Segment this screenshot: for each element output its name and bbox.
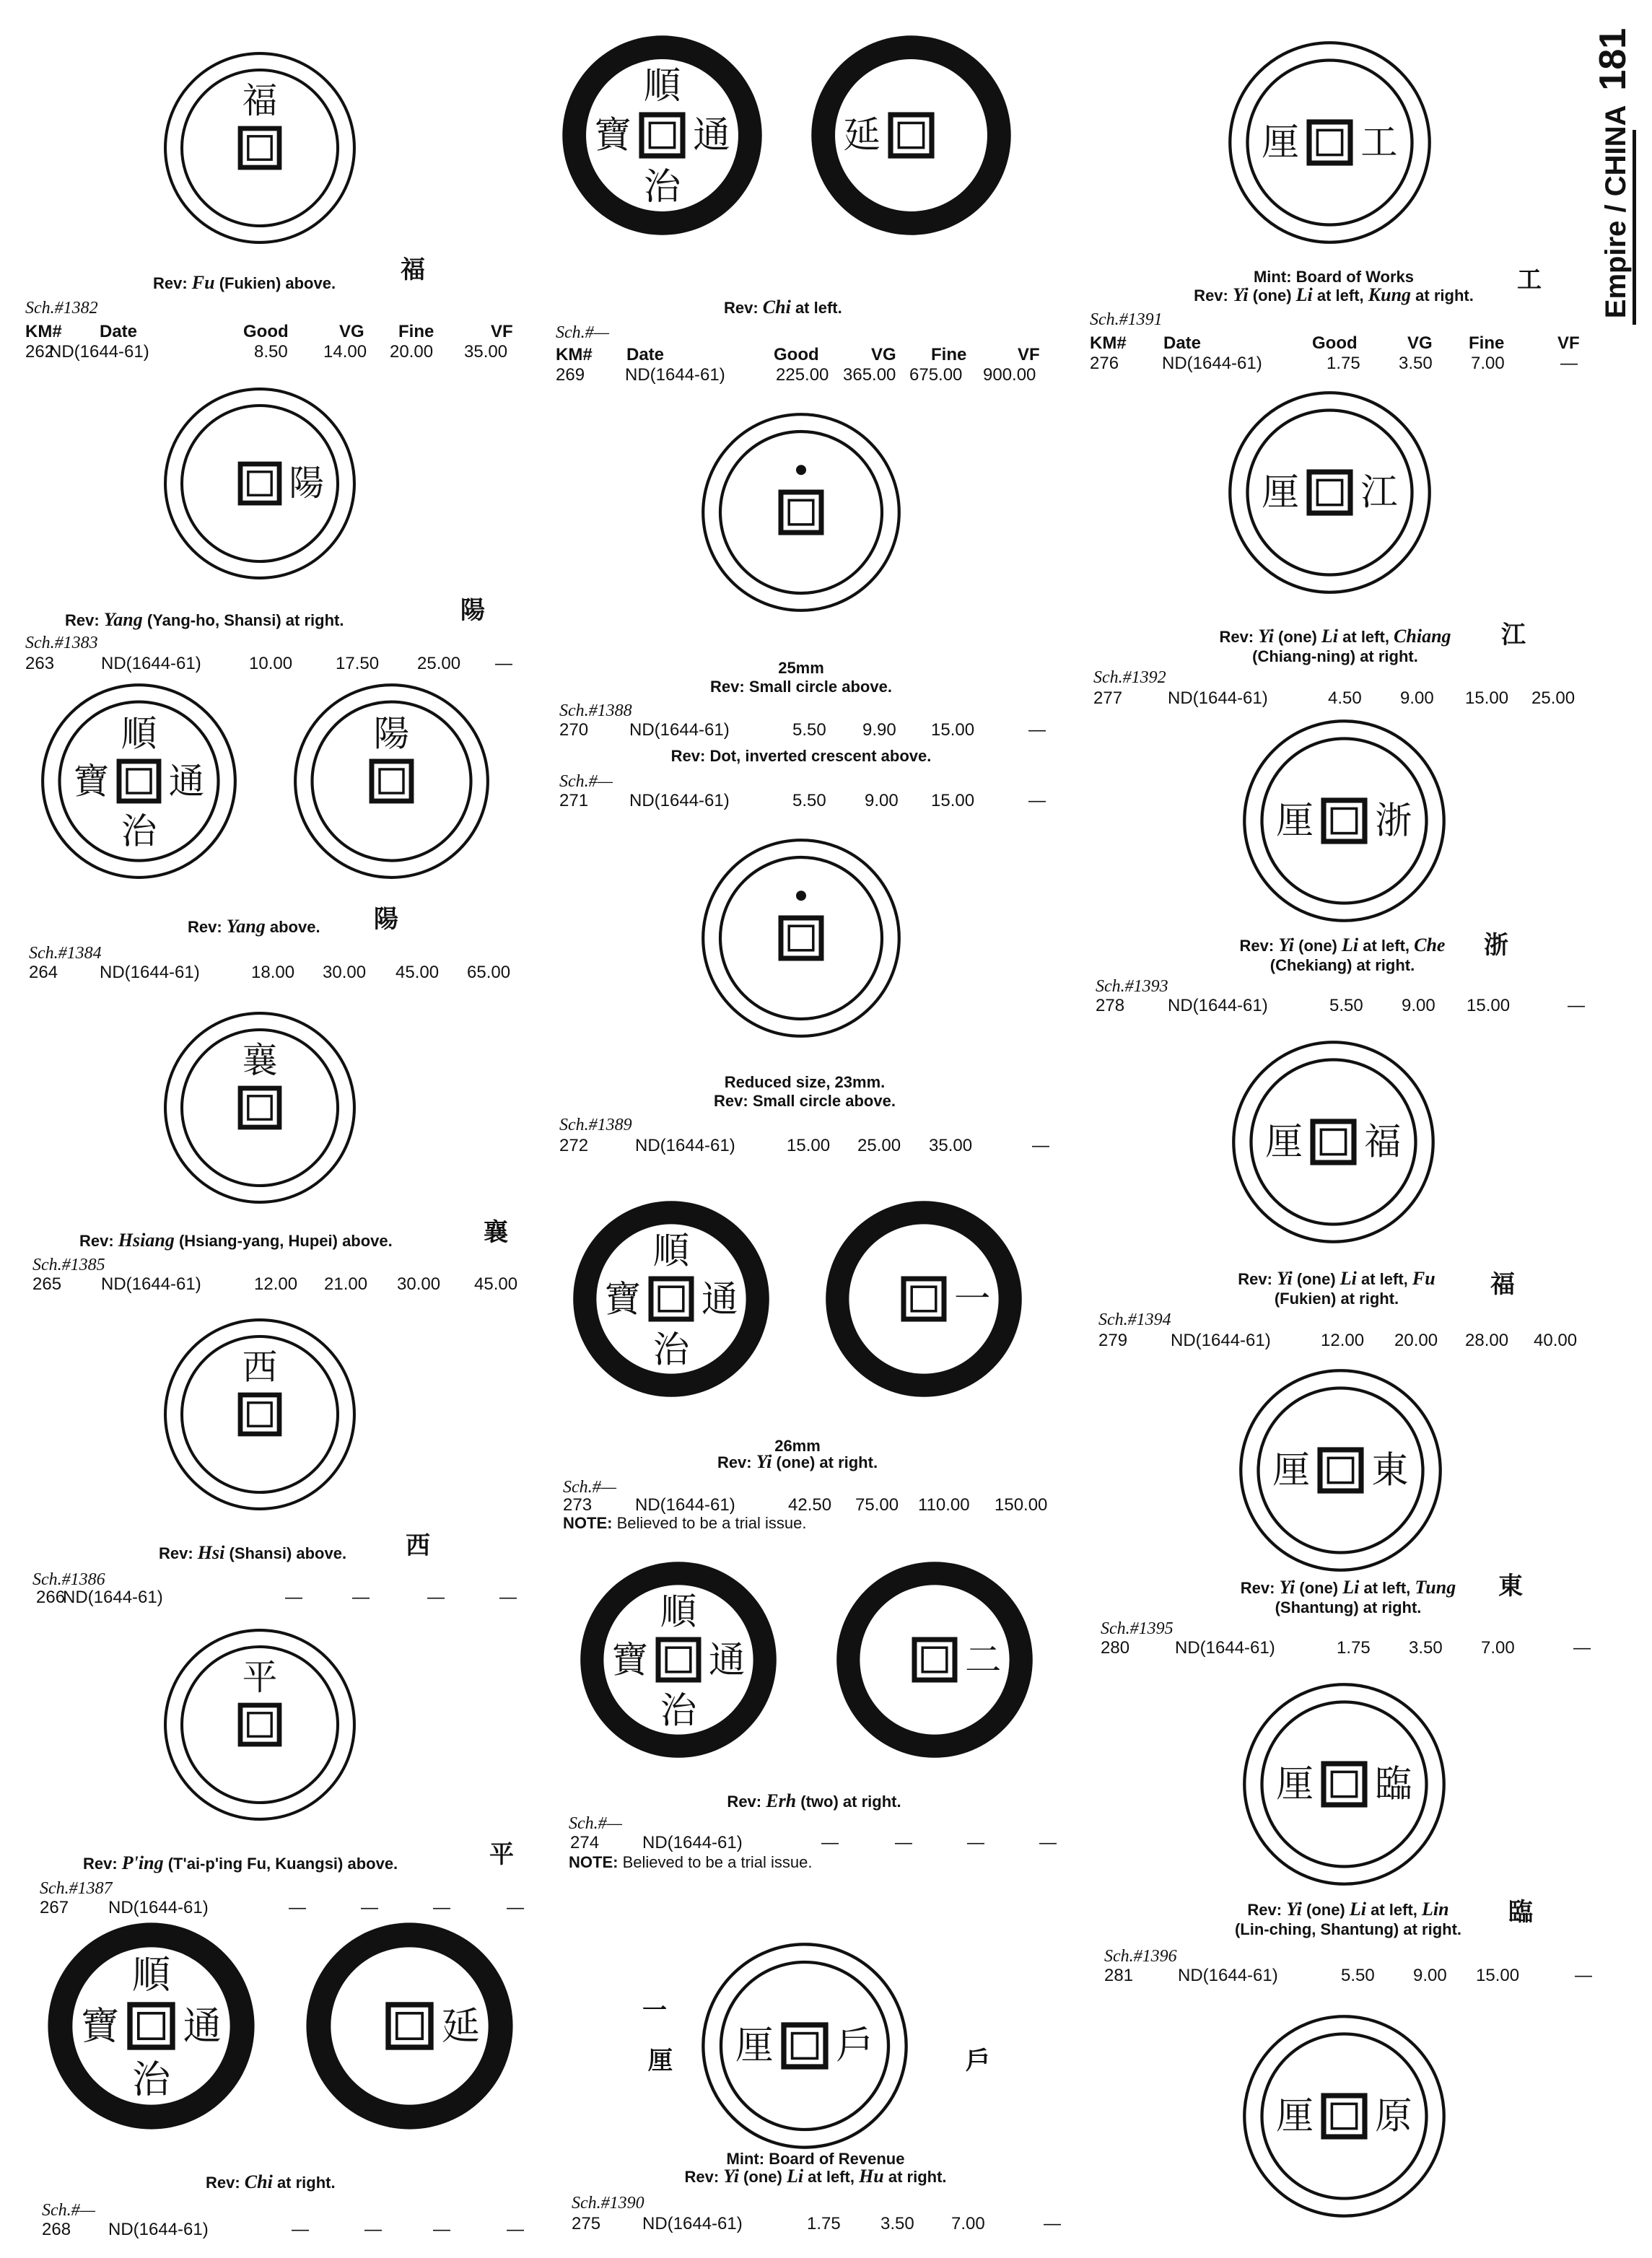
- header-text: [1591, 28, 1635, 318]
- sch-279: Sch.#1394: [1098, 1310, 1171, 1329]
- coin-281-reverse: [1241, 1681, 1447, 1887]
- sch-264: Sch.#1384: [29, 944, 102, 963]
- coin-character-right: 通: [701, 1277, 738, 1321]
- caption-mark-278: 浙: [1484, 931, 1508, 960]
- coin-drawing: [1238, 1368, 1443, 1573]
- caption-269: Rev: Chi at left.: [724, 297, 842, 318]
- coin-dot-mark: [796, 890, 806, 901]
- coin-character-top: 順: [643, 64, 681, 108]
- caption-267: Rev: P'ing (T'ai-p'ing Fu, Kuangsi) above.: [83, 1852, 398, 1873]
- coin-278-reverse: [1241, 718, 1447, 924]
- coin-character-right: 通: [708, 1638, 746, 1681]
- caption-276: Rev: Yi (one) Li at left, Kung at right.: [1194, 284, 1474, 305]
- coin-character-top: 順: [652, 1229, 690, 1272]
- caption-278: Rev: Yi (one) Li at left, Che (Chekiang) at right.: [1239, 935, 1446, 974]
- sch-270: Sch.#1388: [559, 701, 632, 720]
- coin-character-right: 通: [183, 2003, 222, 2049]
- coin-dot-mark: [796, 465, 806, 475]
- coin-character-left: 厘: [1262, 121, 1299, 165]
- coin-262-reverse: [162, 51, 357, 245]
- coin-drawing: [834, 1559, 1036, 1761]
- coin-character-right: 戶: [836, 2024, 874, 2067]
- sch-272: Sch.#1389: [559, 1116, 632, 1134]
- caption-273-size: 26mm: [774, 1437, 821, 1455]
- sch-269: Sch.#—: [556, 323, 609, 342]
- coin-character-right: 延: [441, 2003, 480, 2049]
- sch-263: Sch.#1383: [25, 634, 98, 652]
- caption-268: Rev: Chi at right.: [206, 2171, 336, 2192]
- coin-drawing: [1241, 718, 1447, 924]
- coin-270-reverse: [700, 411, 902, 613]
- sch-274: Sch.#—: [569, 1814, 622, 1833]
- coin-drawing: [808, 32, 1014, 238]
- page-number: 181: [1592, 27, 1634, 91]
- caption-mark-263: 陽: [460, 596, 485, 625]
- coin-character-bottom: 治: [131, 2057, 171, 2102]
- caption-274: Rev: Erh (two) at right.: [727, 1790, 901, 1811]
- caption-mark-276: 工: [1517, 266, 1542, 294]
- coin-character-right: 福: [1364, 1120, 1402, 1164]
- coin-character-left: 厘: [1276, 1762, 1314, 1806]
- coin-character-right: 江: [1360, 471, 1398, 515]
- coin-drawing: [700, 1941, 909, 2150]
- coin-drawing: [45, 1920, 258, 2132]
- page-header: [1581, 22, 1646, 325]
- catalog-page: Empire / CHINA181 福 陽 順 通 治 寶 陽 襄 西 平 順 通 治 寶 延 順 通 治 寶 延 順 通 治 寶 一 順 通 治 寶 二 厘 戶 厘 工 厘 江 厘 浙 厘 福 厘 東 厘 臨 厘 原 Rev: Fu (Fukien) above. 福 Sch.#1382 KM# Date Good VG Fine VF 262 ND(1644-61) 8.50 14.00 20.00 35.00 Rev: Yang (Yang-ho, Shansi) at right. 陽 Sch.#1383 263 ND(1644-61) 10.00 17.50 25.00 — Rev: Yang above. 陽 Sch.#1384 264 ND(1644-61) 18.00 30.00 45.00 65.00 Rev: Hsiang (Hsiang-yang, Hupei) above. 襄 Sch.#1385 265 ND(1644-61) 12.00 21.00 30.00 45.00 Rev: Hsi (Shansi) above. 西 Sch.#1386 266 ND(1644-61) — — — — Rev: P'ing (T'ai-p'ing Fu, Kuangsi) above. 平 Sch.#1387 267 ND(1644-61) — — — — Rev: Chi at right. Sch.#— 268 ND(1644-61) — — — — Rev: Chi at left. Sch.#— KM# Date Good VG Fine VF 269 ND(1644-61) 225.00 365.00 675.00 900.00 25mm Rev: Small circle above. Sch.#1388 270 ND(1644-61) 5.50 9.90 15.00 — Rev: Dot, inverted crescent above. Sch.#— 271 ND(1644-61) 5.50 9.00 15.00 — Reduced size, 23mm. Rev: Small circle above. Sch.#1389 272 ND(1644-61) 15.00 25.00 35.00 — 26mm Rev: Yi (one) at right. Sch.#— 273 ND(1644-61) 42.50 75.00 110.00 150.00 NOTE: Believed to be a trial issue. Rev: Erh (two) at right. Sch.#— 274 ND(1644-61) — — — — NOTE: Believed to be a trial issue. 一 厘 戶 Mint: Board of Revenue Rev: Yi (one) Li at left, Hu at right. Sch.#1390 275 ND(1644-61) 1.75 3.50 7.00 — Mint: Board of Works Rev: Yi (one) Li at left, Kung at right. 工 Sch.#1391 KM# Date Good VG Fine VF 276 ND(1644-61) 1.75 3.50 7.00 — Rev: Yi (one) Li at left, Chiang (Chiang-ning) at right. 江 Sch.#1392 277 ND(1644-61) 4.50 9.00 15.00 25.00 Rev: Yi (one) Li at left, Che (Chekiang) at right. 浙 Sch.#1393 278 ND(1644-61) 5.50 9.00 15.00 — Rev: Yi (one) Li at left, Fu (Fukien) at right. 福 Sch.#1394 279 ND(1644-61) 12.00 20.00 28.00 40.00 Rev: Yi (one) Li at left, Tung (Shantung) at right. 東 Sch.#1395 280 ND(1644-61) 1.75 3.50 7.00 — Rev: Yi (one) Li at left, Lin (Lin-ching, Shantung) at right. 臨 Sch.#1396 281 ND(1644-61) 5.50 9.00 15.00 —: [0, 0, 1652, 2258]
- coin-280-reverse: [1238, 1368, 1443, 1573]
- caption-275-mint: Mint: Board of Revenue: [726, 2150, 905, 2168]
- coin-character-left: 厘: [1262, 471, 1299, 515]
- coin-character-top: 襄: [242, 1041, 278, 1082]
- sch-266: Sch.#1386: [32, 1570, 105, 1589]
- coin-275-reverse: [700, 1941, 909, 2150]
- caption-mark-262: 福: [401, 255, 425, 284]
- coin-character-right: 原: [1375, 2094, 1412, 2138]
- caption-mark-277: 江: [1501, 621, 1526, 649]
- coin-264-reverse: [292, 682, 491, 880]
- coin-drawing: [700, 837, 902, 1039]
- coin-character-right: 工: [1360, 121, 1398, 165]
- caption-276-mint: Mint: Board of Works: [1253, 268, 1415, 286]
- note-273: NOTE: Believed to be a trial issue.: [563, 1514, 807, 1532]
- coin-drawing: [823, 1198, 1025, 1400]
- coin-character-left: 寶: [604, 1277, 642, 1321]
- caption-275: Rev: Yi (one) Li at left, Hu at right.: [684, 2166, 947, 2187]
- coin-277-reverse: [1227, 390, 1433, 595]
- note-274: NOTE: Believed to be a trial issue.: [569, 1853, 813, 1871]
- coin-character-left: 寶: [611, 1638, 649, 1681]
- caption-263: Rev: Yang (Yang-ho, Shansi) at right.: [65, 609, 344, 630]
- coin-263-reverse: [162, 386, 357, 581]
- caption-mark-266: 西: [406, 1531, 430, 1560]
- caption-277: Rev: Yi (one) Li at left, Chiang (Chiang-ning) at right.: [1219, 626, 1451, 665]
- caption-270: Rev: Small circle above.: [710, 678, 892, 696]
- caption-271: Rev: Dot, inverted crescent above.: [670, 747, 932, 765]
- coin-character-left: 寶: [73, 760, 110, 802]
- coin-character-bottom: 治: [652, 1328, 690, 1371]
- coin-character-right: 臨: [1375, 1762, 1412, 1806]
- coin-266-reverse: [162, 1317, 357, 1512]
- coin-character-right: 通: [168, 760, 205, 802]
- coin-279-reverse: [1231, 1039, 1436, 1245]
- coin-character-right: 浙: [1375, 799, 1412, 843]
- caption-mark-267: 平: [489, 1840, 514, 1869]
- coin-274-obverse: [577, 1559, 779, 1761]
- caption-mark-281: 臨: [1508, 1898, 1533, 1927]
- sch-281: Sch.#1396: [1104, 1947, 1177, 1966]
- coin-drawing: [162, 51, 357, 245]
- coin-character-left: 厘: [1265, 1120, 1303, 1164]
- coin-character-bottom: 治: [643, 165, 681, 209]
- coin-character-left: 厘: [1276, 799, 1314, 843]
- coin-268-obverse: [45, 1920, 258, 2132]
- coin-267-reverse: [162, 1627, 357, 1822]
- sch-271: Sch.#—: [559, 772, 613, 791]
- coin-drawing: [1231, 1039, 1436, 1245]
- caption-mark-265: 襄: [484, 1218, 508, 1247]
- coin-character-top: 西: [242, 1347, 278, 1388]
- coin-character-left: 厘: [735, 2024, 774, 2067]
- coin-character-top: 陽: [373, 712, 410, 755]
- coin-character-right: 東: [1371, 1448, 1409, 1492]
- coin-character-left: 厘: [1276, 2094, 1314, 2138]
- sch-280: Sch.#1395: [1101, 1619, 1174, 1638]
- caption-270-size: 25mm: [778, 659, 824, 677]
- caption-280: Rev: Yi (one) Li at left, Tung (Shantung) at right.: [1240, 1577, 1456, 1616]
- caption-265: Rev: Hsiang (Hsiang-yang, Hupei) above.: [79, 1230, 393, 1251]
- caption-mark-264: 陽: [374, 905, 398, 934]
- coin-drawing: [559, 32, 765, 238]
- coin-character-bottom: 治: [121, 810, 157, 852]
- coin-272-reverse: [700, 837, 902, 1039]
- coin-drawing: [577, 1559, 779, 1761]
- sch-275: Sch.#1390: [572, 2194, 644, 2213]
- coin-drawing: [292, 682, 491, 880]
- sch-273: Sch.#—: [563, 1478, 616, 1497]
- caption-279: Rev: Yi (one) Li at left, Fu (Fukien) at right.: [1238, 1268, 1435, 1308]
- caption-281: Rev: Yi (one) Li at left, Lin (Lin-ching, Shantung) at right.: [1234, 1899, 1462, 1938]
- coin-drawing: [162, 1010, 357, 1205]
- sch-265: Sch.#1385: [32, 1256, 105, 1274]
- coin-character-left: 延: [843, 113, 880, 157]
- sch-262: Sch.#1382: [25, 299, 98, 318]
- coin-282-reverse: [1241, 2013, 1447, 2219]
- caption-mark-280: 東: [1498, 1572, 1523, 1601]
- coin-character-top: 順: [131, 1952, 171, 1997]
- coin-drawing: [162, 386, 357, 581]
- caption-mark-275-right: 戶: [966, 2047, 990, 2075]
- coin-265-reverse: [162, 1010, 357, 1205]
- sch-268: Sch.#—: [42, 2201, 95, 2220]
- coin-drawing: [1227, 40, 1433, 245]
- coin-273-reverse: [823, 1198, 1025, 1400]
- coin-character-left: 寶: [81, 2003, 120, 2049]
- coin-character-top: 順: [660, 1590, 697, 1633]
- coin-character-right: 通: [693, 113, 730, 157]
- coin-drawing: [162, 1627, 357, 1822]
- coin-drawing: [1227, 390, 1433, 595]
- caption-272: Rev: Small circle above.: [714, 1092, 896, 1110]
- coin-269-reverse: [808, 32, 1014, 238]
- coin-character-left: 厘: [1272, 1448, 1310, 1492]
- coin-drawing: [303, 1920, 516, 2132]
- coin-drawing: [700, 411, 902, 613]
- coin-268-reverse: [303, 1920, 516, 2132]
- caption-264: Rev: Yang above.: [188, 916, 320, 937]
- sch-278: Sch.#1393: [1096, 977, 1168, 996]
- caption-mark-275-top: 一: [642, 1996, 667, 2025]
- coin-drawing: [570, 1198, 772, 1400]
- sch-277: Sch.#1392: [1093, 668, 1166, 687]
- section-title: Empire / CHINA: [1600, 105, 1632, 319]
- coin-character-right: 二: [964, 1638, 1002, 1681]
- coin-276-reverse: [1227, 40, 1433, 245]
- coin-character-left: 寶: [594, 113, 631, 157]
- coin-character-top: 順: [121, 712, 157, 755]
- coin-character-bottom: 治: [660, 1689, 697, 1732]
- coin-264-obverse: [40, 682, 238, 880]
- coin-274-reverse: [834, 1559, 1036, 1761]
- coin-character-top: 平: [242, 1658, 278, 1699]
- caption-mark-275-left: 厘: [648, 2047, 673, 2075]
- coin-drawing: [1241, 2013, 1447, 2219]
- coin-drawing: [40, 682, 238, 880]
- caption-273: Rev: Yi (one) at right.: [717, 1451, 878, 1472]
- caption-mark-279: 福: [1490, 1270, 1515, 1299]
- sch-267: Sch.#1387: [40, 1879, 113, 1898]
- coin-269-obverse: [559, 32, 765, 238]
- coin-273-obverse: [570, 1198, 772, 1400]
- coin-drawing: [1241, 1681, 1447, 1887]
- coin-character-right: 一: [953, 1277, 991, 1321]
- caption-272-size: Reduced size, 23mm.: [724, 1073, 886, 1091]
- caption-262: Rev: Fu (Fukien) above.: [153, 272, 336, 293]
- caption-266: Rev: Hsi (Shansi) above.: [159, 1542, 347, 1563]
- sch-276: Sch.#1391: [1090, 310, 1163, 329]
- coin-character-top: 福: [242, 81, 278, 122]
- coin-drawing: [162, 1317, 357, 1512]
- coin-character-right: 陽: [289, 463, 325, 504]
